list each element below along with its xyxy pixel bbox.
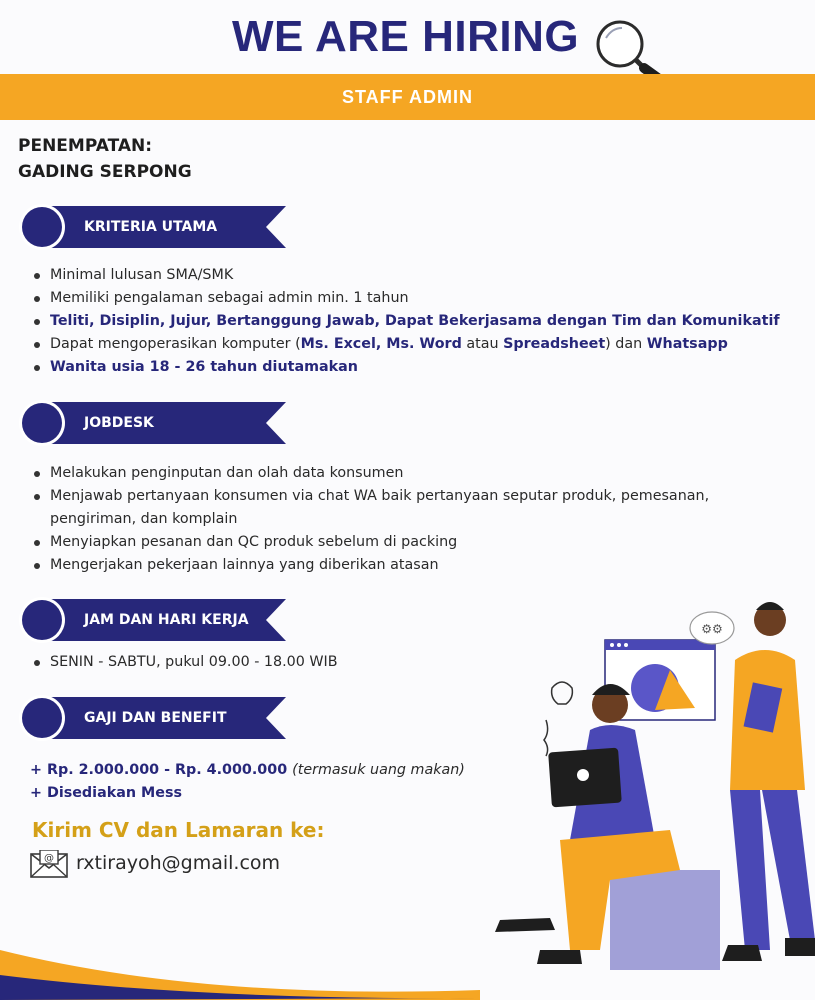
list-item: Memiliki pengalaman sebagai admin min. 1 tahun bbox=[32, 287, 812, 310]
section-title-jobdesk: JOBDESK bbox=[84, 415, 154, 431]
kriteria-list bbox=[32, 264, 812, 379]
list-item: Minimal lulusan SMA/SMK bbox=[32, 264, 812, 287]
email-address[interactable]: rxtirayoh@gmail.com bbox=[76, 852, 281, 874]
list-item: Melakukan penginputan dan olah data konsumen bbox=[32, 462, 772, 485]
position-banner bbox=[0, 74, 815, 120]
section-header-jobdesk bbox=[18, 400, 290, 446]
list-item: SENIN - SABTU, pukul 09.00 - 18.00 WIB bbox=[32, 651, 472, 674]
list-item: Mengerjakan pekerjaan lainnya yang diberikan atasan bbox=[32, 554, 772, 577]
footer-wave bbox=[0, 930, 815, 1000]
list-item: Menyiapkan pesanan dan QC produk sebelum di packing bbox=[32, 531, 772, 554]
section-title-gaji: GAJI DAN BENEFIT bbox=[84, 710, 227, 726]
list-item: Dapat mengoperasikan komputer (Ms. Excel, Ms. Word atau Spreadsheet) dan Whatsapp bbox=[32, 333, 812, 356]
section-header-gaji bbox=[18, 695, 290, 741]
position-title: STAFF ADMIN bbox=[342, 87, 473, 107]
list-item: Teliti, Disiplin, Jujur, Bertanggung Jawab, Dapat Bekerjasama dengan Tim dan Komunikatif bbox=[32, 310, 812, 333]
salary-note: (termasuk uang makan) bbox=[292, 762, 465, 778]
jam-list bbox=[32, 651, 472, 674]
mail-icon bbox=[30, 850, 68, 878]
section-header-kriteria bbox=[18, 204, 290, 250]
list-item: Menjawab pertanyaan konsumen via chat WA baik pertanyaan seputar produk, pemesanan, pengiriman, dan komplain bbox=[32, 485, 772, 531]
office-workers-illustration bbox=[480, 600, 815, 980]
jobdesk-list bbox=[32, 462, 772, 577]
section-header-jam bbox=[18, 597, 290, 643]
benefit-block bbox=[30, 759, 465, 805]
placement-location: GADING SERPONG bbox=[18, 162, 192, 182]
placement-block bbox=[18, 133, 192, 185]
section-title-jam: JAM DAN HARI KERJA bbox=[84, 612, 249, 628]
headline bbox=[0, 12, 815, 64]
list-item: Wanita usia 18 - 26 tahun diutamakan bbox=[32, 356, 812, 379]
section-ribbon bbox=[18, 400, 290, 446]
mess-line: + Disediakan Mess bbox=[30, 785, 182, 801]
section-title-kriteria: KRITERIA UTAMA bbox=[84, 219, 218, 235]
svg-text:⚙⚙: ⚙⚙ bbox=[701, 622, 723, 636]
placement-label: PENEMPATAN: bbox=[18, 136, 153, 156]
headline-title: WE ARE HIRING bbox=[232, 12, 580, 61]
svg-text:@: @ bbox=[44, 853, 54, 864]
salary-line: + Rp. 2.000.000 - Rp. 4.000.000 (termasuk uang makan) bbox=[30, 762, 465, 778]
send-cv-heading: Kirim CV dan Lamaran ke: bbox=[32, 818, 325, 842]
